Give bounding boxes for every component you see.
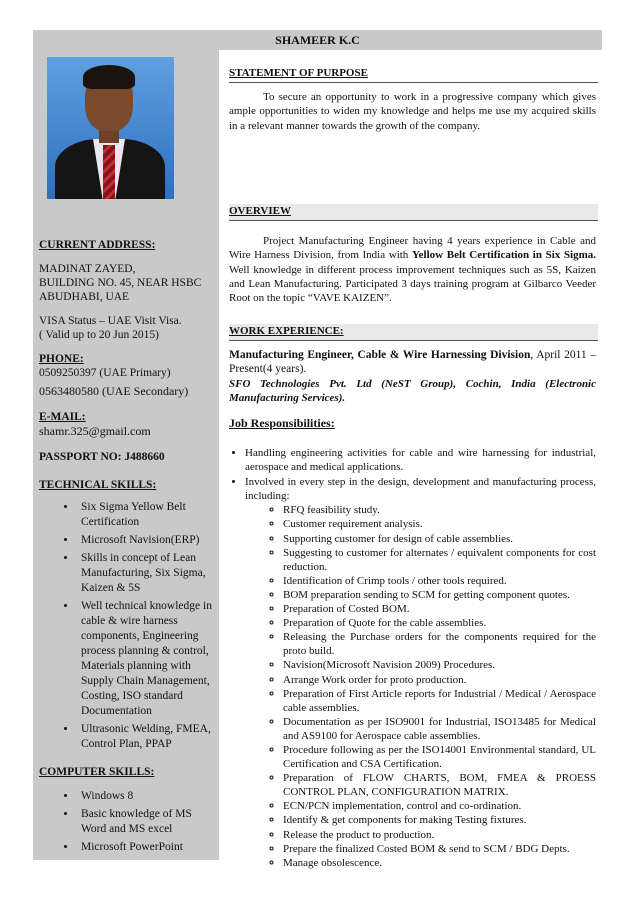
statement-heading: STATEMENT OF PURPOSE bbox=[229, 66, 598, 83]
list-item: ◦ ECN/PCN implementation, control and co-ordination. bbox=[283, 799, 596, 813]
responsibilities-section bbox=[229, 446, 596, 871]
phone-secondary: 0563480580 (UAE Secondary) bbox=[39, 384, 189, 398]
technical-skills-heading: TECHNICAL SKILLS: bbox=[39, 479, 157, 491]
address-line: BUILDING NO. 45, NEAR HSBC bbox=[39, 277, 202, 289]
profile-photo bbox=[47, 57, 174, 199]
list-item: ◦ Manage obsolescence. bbox=[283, 856, 596, 870]
overview-text-part: Well knowledge in different process improvement techniques such as 5S, Kaizen and Lean Manufacturing. Participated 3 days training program at Gilbarco Veeder Root on the topic “VAVE KAIZEN”. bbox=[229, 263, 596, 305]
address-line: ABUDHABI, UAE bbox=[39, 291, 130, 303]
list-item: ◦ Identification of Crimp tools / other tools required. bbox=[283, 574, 596, 588]
address-line: MADINAT ZAYED, bbox=[39, 263, 136, 275]
candidate-name: SHAMEER K.C bbox=[33, 30, 602, 50]
list-item bbox=[245, 475, 596, 870]
list-item: ◦ BOM preparation sending to SCM for getting component quotes. bbox=[283, 588, 596, 602]
list-item: ◦ Documentation as per ISO9001 for Industrial, ISO13485 for Medical and AS9100 for Aerospace cable assemblies. bbox=[283, 715, 596, 743]
phone-heading: PHONE: bbox=[39, 353, 84, 365]
overview-heading: OVERVIEW bbox=[229, 204, 598, 221]
technical-skills-list bbox=[39, 500, 217, 752]
list-item: ◦ Releasing the Purchase orders for the components required for the proto build. bbox=[283, 630, 596, 658]
overview-certification: Yellow Belt Certification in Six Sigma. bbox=[411, 249, 596, 262]
list-item: ◦ Preparation of First Article reports for Industrial / Medical / Aerospace cable assemblies. bbox=[283, 687, 596, 715]
work-experience-heading: WORK EXPERIENCE: bbox=[229, 324, 598, 341]
job-period: , April 2011 – Present(4 years). bbox=[229, 349, 596, 376]
list-item: • Microsoft PowerPoint bbox=[77, 840, 217, 855]
computer-skills-list bbox=[39, 789, 217, 855]
overview-text-part: Project Manufacturing Engineer having 4 years experience in Cable and Wire Harness Division, from India with bbox=[229, 235, 596, 262]
email-heading: E-MAIL: bbox=[39, 411, 86, 423]
list-item: • Well technical knowledge in cable & wire harness components, Engineering process planning & control, Materials planning with Supply Chain Management, Costing, ISO standard Documentation bbox=[77, 599, 217, 719]
passport-number: PASSPORT NO: J488660 bbox=[39, 451, 165, 463]
responsibilities-heading: Job Responsibilities: bbox=[229, 416, 335, 430]
list-item: ◦ Identify & get components for making Testing fixtures. bbox=[283, 813, 596, 827]
computer-skills-heading: COMPUTER SKILLS: bbox=[39, 766, 155, 778]
address-section bbox=[39, 238, 217, 858]
list-item: ◦ Preparation of FLOW CHARTS, BOM, FMEA & PROESS CONTROL PLAN, CONFIGURATION MATRIX. bbox=[283, 771, 596, 799]
visa-status: VISA Status – UAE Visit Visa. bbox=[39, 315, 182, 327]
list-item: ◦ Supporting customer for design of cable assemblies. bbox=[283, 532, 596, 546]
list-item: ◦ Preparation of Costed BOM. bbox=[283, 602, 596, 616]
responsibilities-list bbox=[229, 446, 596, 870]
list-item: ◦ Suggesting to customer for alternates / equivalent components for cost reduction. bbox=[283, 546, 596, 574]
list-item: • Skills in concept of Lean Manufacturing, Six Sigma, Kaizen & 5S bbox=[77, 551, 217, 596]
resume-page bbox=[33, 30, 602, 869]
list-item: • Ultrasonic Welding, FMEA, Control Plan, PPAP bbox=[77, 722, 217, 752]
phone-primary: 0509250397 (UAE Primary) bbox=[39, 367, 171, 379]
list-item: ◦ Preparation of Quote for the cable assemblies. bbox=[283, 616, 596, 630]
email-address: shamr.325@gmail.com bbox=[39, 424, 151, 438]
list-item: ◦ RFQ feasibility study. bbox=[283, 503, 596, 517]
list-item: ◦ Customer requirement analysis. bbox=[283, 517, 596, 531]
right-column bbox=[223, 50, 602, 869]
list-item: • Microsoft Navision(ERP) bbox=[77, 533, 217, 548]
list-item: • Basic knowledge of MS Word and MS excel bbox=[77, 807, 217, 837]
address-heading: CURRENT ADDRESS: bbox=[39, 239, 156, 251]
company-name: SFO Technologies Pvt. Ltd (NeST Group), Cochin, India (Electronic Manufacturing Services). bbox=[229, 378, 596, 405]
list-item: • Six Sigma Yellow Belt Certification bbox=[77, 500, 217, 530]
sub-responsibilities-list bbox=[245, 503, 596, 869]
list-item: ◦ Arrange Work order for proto production. bbox=[283, 673, 596, 687]
list-item: ◦ Navision(Microsoft Navision 2009) Procedures. bbox=[283, 658, 596, 672]
job-title: Manufacturing Engineer, Cable & Wire Harnessing Division bbox=[229, 349, 531, 361]
statement-text: To secure an opportunity to work in a progressive company which gives ample opportunities to widen my knowledge and helps me use my acquired skills in a relevant manner towards the growth of the company. bbox=[229, 91, 596, 132]
list-item: ◦ Procedure following as per the ISO14001 Environmental standard, UL Certification and CSA Certification. bbox=[283, 743, 596, 771]
list-item-text: Involved in every step in the design, development and manufacturing process, including: bbox=[245, 476, 596, 503]
overview-text bbox=[229, 234, 596, 305]
visa-validity: ( Valid up to 20 Jun 2015) bbox=[39, 329, 159, 341]
list-item: ◦ Prepare the finalized Costed BOM & send to SCM / BDG Depts. bbox=[283, 842, 596, 856]
list-item: • Windows 8 bbox=[77, 789, 217, 804]
list-item: ◦ Release the product to production. bbox=[283, 828, 596, 842]
list-item: • Handling engineering activities for cable and wire harnessing for industrial, aerospace and medical applications. bbox=[245, 446, 596, 474]
work-position bbox=[229, 348, 596, 377]
left-column bbox=[33, 50, 219, 860]
